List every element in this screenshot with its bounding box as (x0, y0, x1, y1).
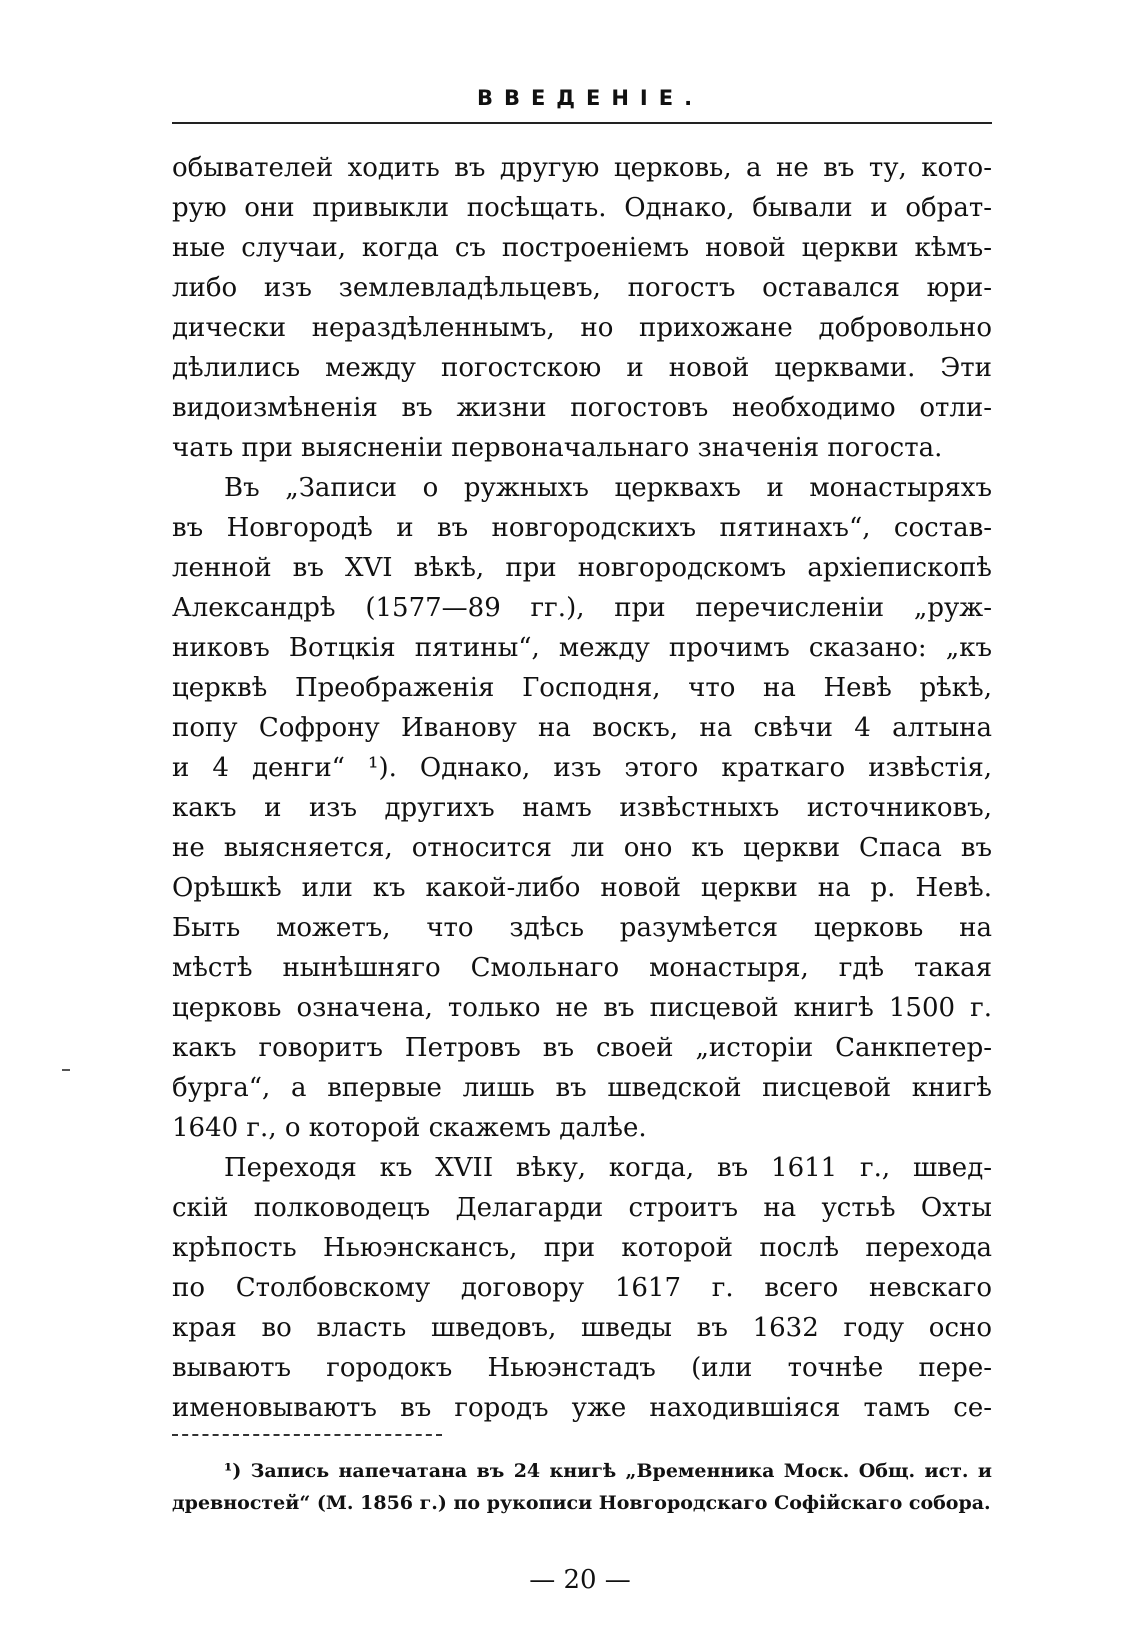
text-line: чать при выясненіи первоначальнаго значенія погоста. (172, 433, 943, 463)
text-line: ные случаи, когда съ построеніемъ новой церкви кѣмъ- (172, 233, 992, 263)
text-line: края во власть шведовъ, шведы въ 1632 году осно (172, 1313, 992, 1343)
text-line: дѣлились между погостскою и новой церквами. Эти (172, 353, 992, 383)
text-line: либо изъ землевладѣльцевъ, погостъ оставался юри- (172, 273, 992, 303)
text-line: церквѣ Преображенія Господня, что на Невѣ рѣкѣ, (172, 673, 992, 703)
body-text (172, 148, 992, 1428)
text-line: по Столбовскому договору 1617 г. всего невскаго (172, 1273, 992, 1303)
text-line: въ Новгородѣ и въ новгородскихъ пятинахъ“, состав- (172, 513, 992, 543)
text-line: Переходя къ XVII вѣку, когда, въ 1611 г., швед- (224, 1153, 992, 1183)
margin-mark (62, 1069, 70, 1071)
text-line: Александрѣ (1577—89 гг.), при перечисленіи „руж- (172, 593, 992, 623)
footnote-rule (172, 1434, 442, 1436)
text-line: вываютъ городокъ Ньюэнстадъ (или точнѣе пере- (172, 1353, 992, 1383)
footnote-line: ¹) Запись напечатана въ 24 книгѣ „Временника Моск. Общ. ист. и (224, 1460, 992, 1482)
text-line: и 4 денги“ ¹). Однако, изъ этого краткаго извѣстія, (172, 753, 992, 783)
text-line: мѣстѣ нынѣшняго Смольнаго монастыря, гдѣ такая (172, 953, 992, 983)
text-line: какъ говоритъ Петровъ въ своей „исторіи Санкпетер- (172, 1033, 992, 1063)
text-line: обывателей ходить въ другую церковь, а не въ ту, кото- (172, 153, 992, 183)
running-head-title: ВВЕДЕНІЕ. (476, 86, 704, 110)
text-line: бурга“, а впервые лишь въ шведской писцевой книгѣ (172, 1073, 992, 1103)
text-line: попу Софрону Иванову на воскъ, на свѣчи 4 алтына (172, 713, 992, 743)
page-number: — 20 — (529, 1565, 631, 1595)
text-line: церковь означена, только не въ писцевой книгѣ 1500 г. (172, 993, 992, 1023)
text-line: 1640 г., о которой скажемъ далѣе. (172, 1113, 647, 1143)
footnote-line: древностей“ (М. 1856 г.) по рукописи Новгородскаго Софійскаго собора. (172, 1492, 991, 1514)
text-line: крѣпость Ньюэнскансъ, при которой послѣ перехода (172, 1233, 992, 1263)
text-line: видоизмѣненія въ жизни погостовъ необходимо отли- (172, 393, 992, 423)
text-line: никовъ Вотцкія пятины“, между прочимъ сказано: „къ (172, 633, 992, 663)
text-line: Орѣшкѣ или къ какой-либо новой церкви на р. Невѣ. (172, 873, 992, 903)
text-line: именовываютъ въ городъ уже находившіяся тамъ се- (172, 1393, 992, 1423)
text-line: не выясняется, относится ли оно къ церкви Спаса въ (172, 833, 992, 863)
text-line: Въ „Записи о ружныхъ церквахъ и монастыряхъ (224, 473, 992, 503)
text-line: скій полководецъ Делагарди строитъ на устьѣ Охты (172, 1193, 992, 1223)
text-line: ленной въ XVI вѣкѣ, при новгородскомъ архіепископѣ (172, 553, 992, 583)
header-rule (172, 122, 992, 124)
footnote (172, 1455, 992, 1519)
text-line: Быть можетъ, что здѣсь разумѣется церковь на (172, 913, 992, 943)
text-line: рую они привыкли посѣщать. Однако, бывали и обрат- (172, 193, 992, 223)
text-line: дически нераздѣленнымъ, но прихожане добровольно (172, 313, 992, 343)
text-line: какъ и изъ другихъ намъ извѣстныхъ источниковъ, (172, 793, 992, 823)
